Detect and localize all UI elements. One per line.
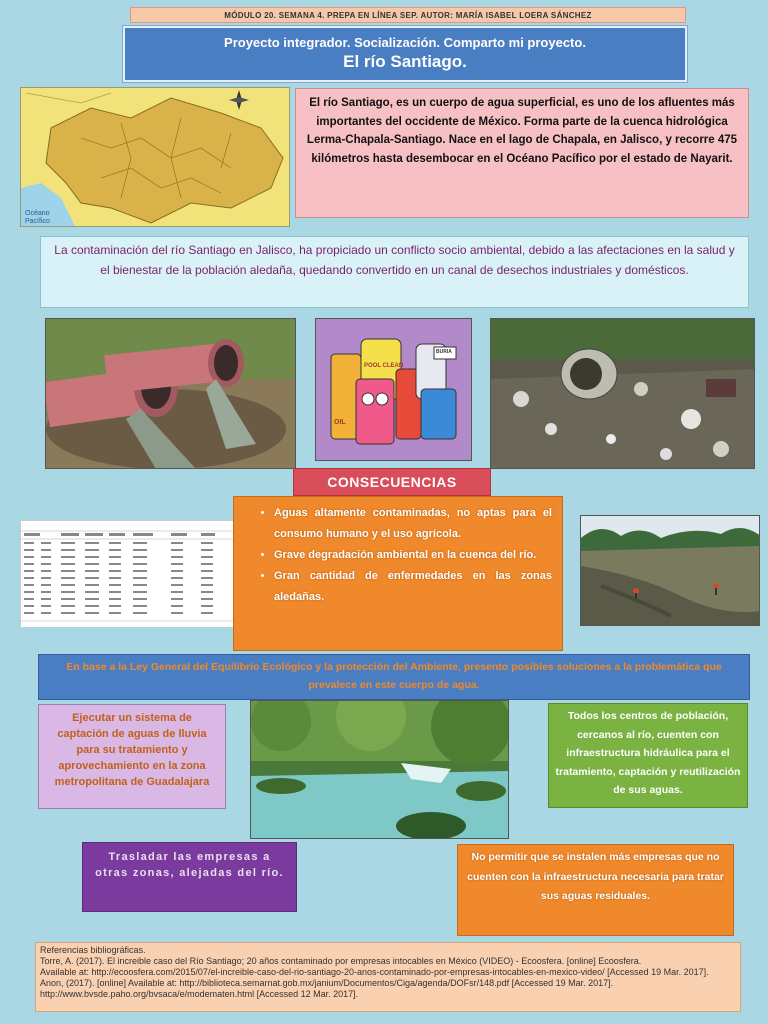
heavy-metals-table-image bbox=[20, 520, 232, 626]
cartoon-label-pool-clean: POOL CLEAN bbox=[364, 363, 404, 369]
solution-infrastructure: Todos los centros de población, cercanos al río, cuenten con infraestructura hidráulica para el tratamiento, captación y reutilización de sus aguas. bbox=[548, 703, 748, 808]
consequence-item: • Grave degradación ambiental en la cuenca del río. bbox=[274, 545, 552, 566]
references-heading: Referencias bibliográficas. bbox=[40, 945, 146, 955]
drain-pipes-photo bbox=[45, 318, 296, 469]
dry-river-photo bbox=[580, 515, 760, 626]
contamination-text: La contaminación del río Santiago en Jalisco, ha propiciado un conflicto socio ambiental, debido a las afectaciones en la salud y el bienestar de la población aledaña, quedando convertido en un canal de desechos industriales y domésticos. bbox=[40, 236, 749, 308]
intro-text: El río Santiago, es un cuerpo de agua superficial, es uno de los afluentes más importantes del occidente de México. Forma parte de la cuenca hidrológica Lerma-Chapala-Santiago. Nace en el lago de Chapala, en Jalisco, y recorre 475 kilómetros hasta desembocar en el Océano Pacífico por el estado de Nayarit. bbox=[295, 88, 749, 218]
title-banner bbox=[123, 26, 687, 82]
solution-relocate-companies: Trasladar las empresas a otras zonas, alejadas del río. bbox=[82, 842, 297, 912]
project-subtitle: Proyecto integrador. Socialización. Comparto mi proyecto. bbox=[224, 35, 586, 50]
module-header: MÓDULO 20. SEMANA 4. PREPA EN LÍNEA SEP. AUTOR: MARÍA ISABEL LOERA SÁNCHEZ bbox=[130, 7, 686, 23]
reference-line: Torre, A. (2017). El increible caso del Río Santiago; 20 años contaminado por empresas intocables en México (VIDEO) - Ecoosfera. [online] Ecoosfera. bbox=[40, 956, 642, 966]
consequences-heading: CONSECUENCIAS bbox=[293, 468, 491, 496]
clean-river-photo bbox=[250, 700, 509, 839]
consequence-item: • Aguas altamente contaminadas, no aptas para el consumo humano y el uso agrícola. bbox=[274, 503, 552, 545]
jalisco-map-image bbox=[20, 87, 290, 227]
reference-line: Anon, (2017). [online] Available at: http://biblioteca.semarnat.gob.mx/janium/Documentos/Ciga/agenda/DOFsr/148.pdf [Accessed 19 Mar. 2017]. bbox=[40, 978, 614, 988]
reference-line: http://www.bvsde.paho.org/bvsaca/e/modematen.html [Accessed 12 Mar. 2017]. bbox=[40, 989, 359, 999]
page-title: El río Santiago. bbox=[343, 52, 467, 71]
map-ocean-label: Océano Pacífico bbox=[25, 210, 50, 225]
consequences-list bbox=[233, 496, 563, 651]
solution-rain-harvest: Ejecutar un sistema de captación de aguas de lluvia para su tratamiento y aprovechamiento en la zona metropolitana de Guadalajara bbox=[38, 704, 226, 809]
polluted-riverbank-photo bbox=[490, 318, 755, 469]
pollutants-cartoon bbox=[315, 318, 472, 461]
cartoon-label-tag: BURIA bbox=[436, 349, 452, 355]
references bbox=[35, 942, 741, 1012]
cartoon-label-oil: OIL bbox=[334, 419, 346, 426]
solution-no-permits: No permitir que se instalen más empresas que no cuenten con la infraestructura necesaria para tratar sus aguas residuales. bbox=[457, 844, 734, 936]
proposal-intro: En base a la Ley General del Equilibrio Ecológico y la protección del Ambiente, presento posibles soluciones a la problemática que prevalece en este cuerpo de agua. bbox=[38, 654, 750, 700]
consequence-item: • Gran cantidad de enfermedades en las zonas aledañas. bbox=[274, 566, 552, 608]
reference-line: Available at: http://ecoosfera.com/2015/07/el-increible-caso-del-rio-santiago-20-anos-contaminado-por-empresas-intocables-en-mexico-video/ [Accessed 19 Mar. 2017]. bbox=[40, 967, 709, 977]
